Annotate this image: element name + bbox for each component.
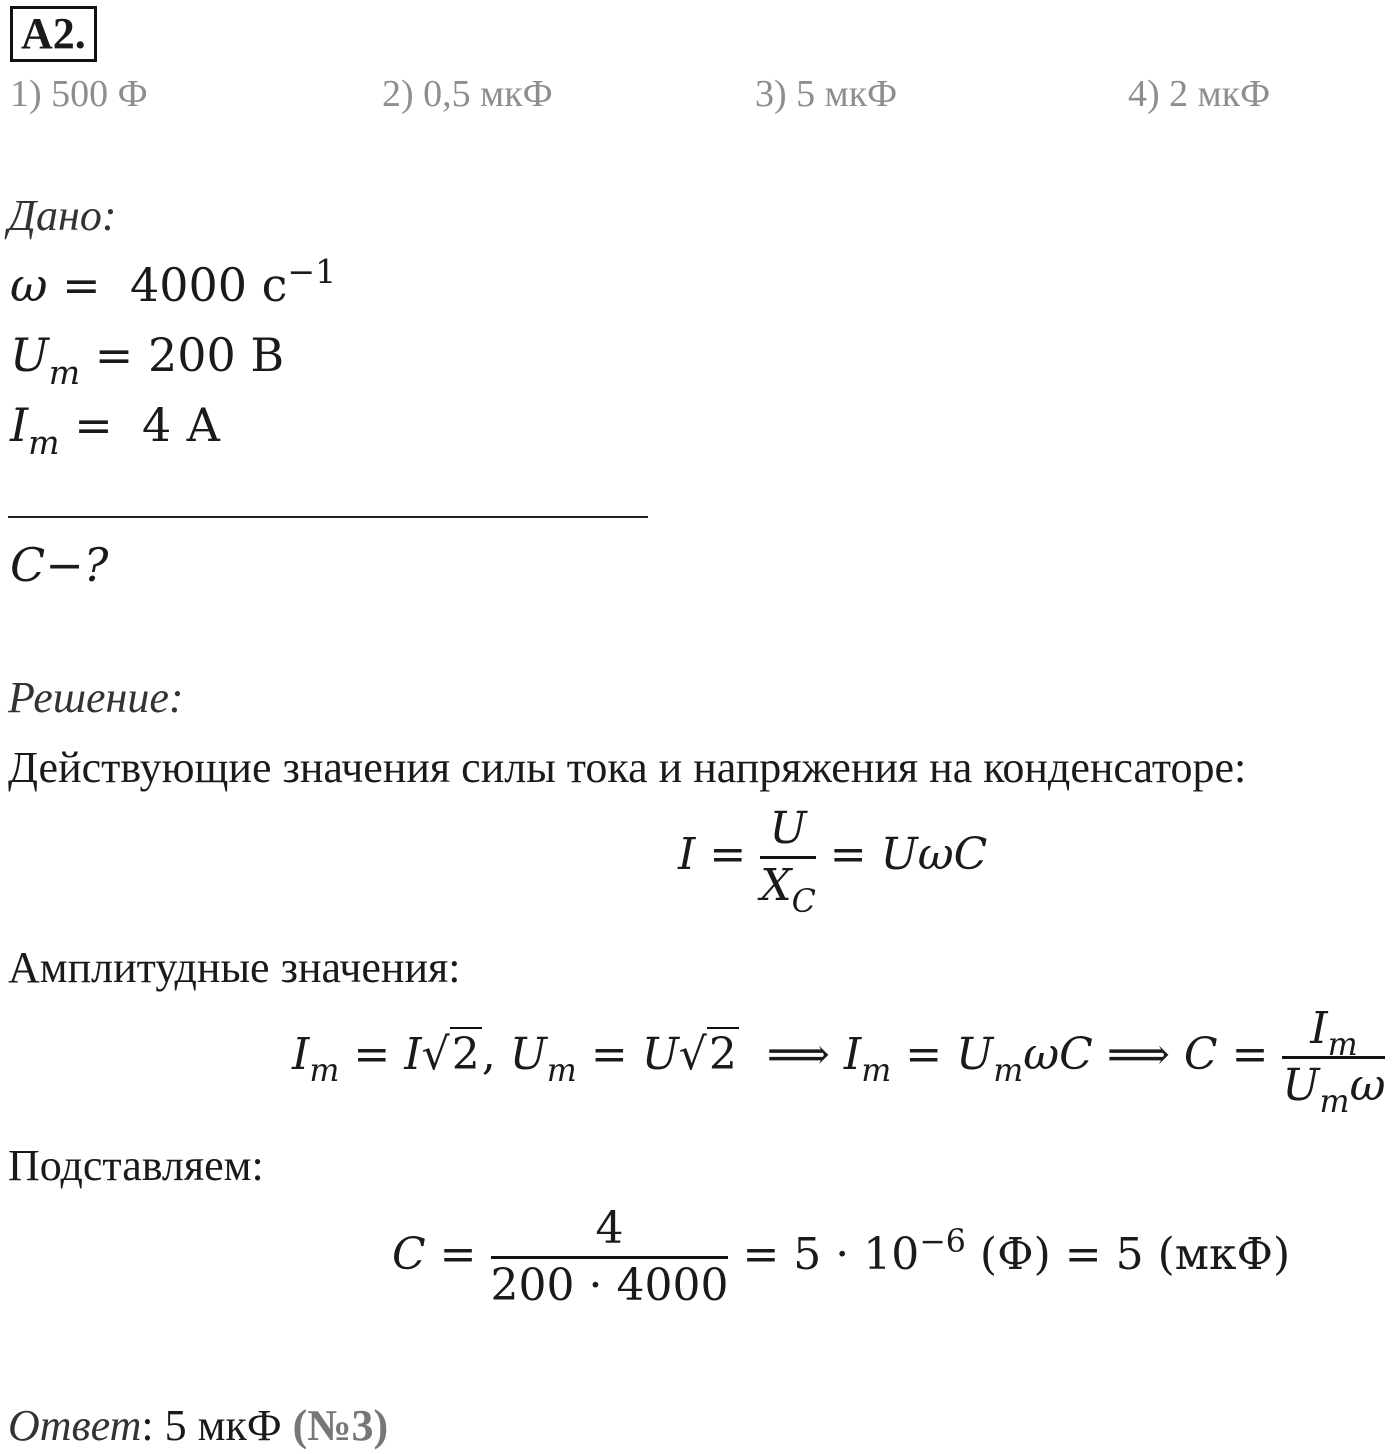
solution-heading: Решение: (8, 673, 184, 722)
given-divider (8, 516, 648, 518)
answer-option-ref: (№3) (292, 1401, 389, 1450)
option-3: 3) 5 мкФ (755, 73, 898, 115)
solution-intro: Действующие значения силы тока и напряжения на конденсаторе: (8, 743, 1247, 792)
answer-label: Ответ (8, 1401, 142, 1450)
answer-value: 5 мкФ (164, 1401, 282, 1450)
substitute-heading: Подставляем: (8, 1141, 264, 1190)
amplitude-heading: Амплитудные значения: (8, 943, 461, 992)
option-4: 4) 2 мкФ (1128, 73, 1271, 115)
answer-line: Ответ: 5 мкФ (№3) (8, 1401, 389, 1450)
given-im: $I_m = 4$ А (10, 398, 221, 462)
formula-effective-current: I = $\frac{U}{X_C}$ = UωC (678, 803, 988, 921)
given-um: $U_m = 200$ В (10, 328, 285, 392)
find-quantity: C−? (10, 538, 109, 592)
option-1: 1) 500 Ф (10, 73, 148, 115)
given-omega: ω = 4000 $с^{-1}$ (10, 251, 337, 312)
given-heading: Дано: (8, 191, 117, 240)
task-number: А2. (10, 6, 97, 62)
formula-calculation: C = $\frac{4}{200 \cdot 4000}$ = $5 \cdot 10^{-6}$ (Ф) = 5 (мкФ) (392, 1203, 1291, 1312)
option-2: 2) 0,5 мкФ (382, 73, 553, 115)
formula-amplitude: $I_m = I√2$, $U_m = U√2$ ⟹ $I_m = U_m\omega C$ ⟹ C = $\frac{I_m}{U_m\omega}$ (292, 1003, 1386, 1121)
